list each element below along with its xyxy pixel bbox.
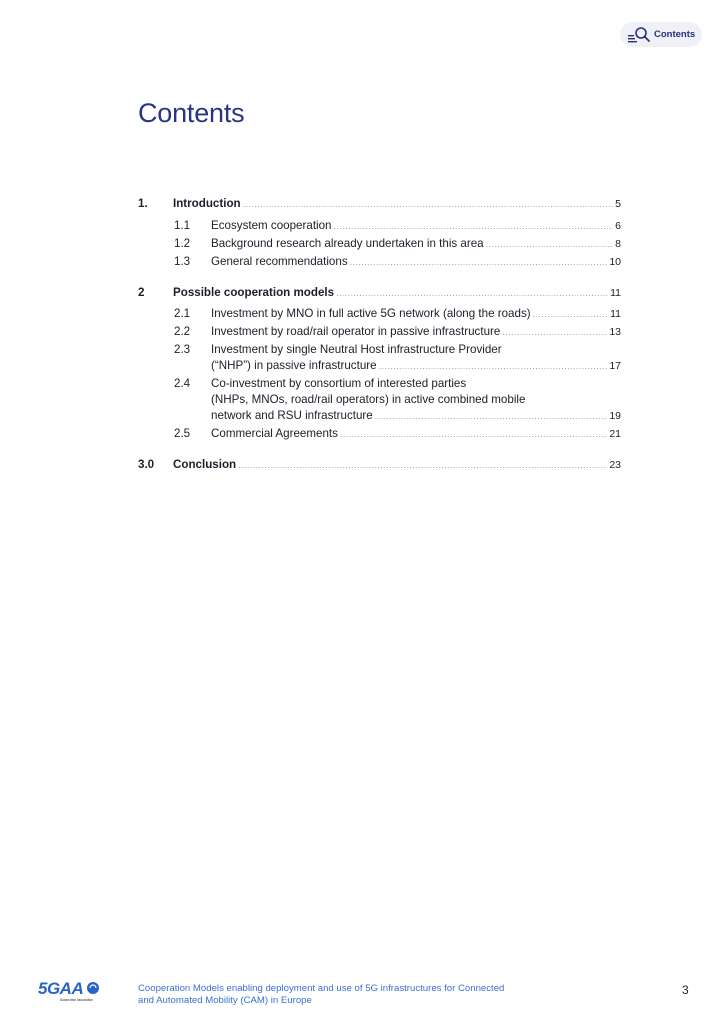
toc-entry-3[interactable] (138, 457, 621, 473)
contents-nav-button[interactable] (620, 22, 702, 47)
toc-page: 21 (609, 428, 621, 440)
toc-page: 13 (609, 326, 621, 338)
toc-number: 1.1 (174, 219, 191, 232)
toc-leader (243, 196, 614, 212)
contents-button-label: Contents (654, 29, 696, 40)
toc-title: General recommendations (211, 255, 348, 268)
toc-number: 3.0 (138, 458, 155, 471)
footer-line-1: Cooperation Models enabling deployment and use of 5G infrastructures for Connected (138, 983, 505, 994)
toc-leader (379, 358, 608, 374)
page-title: Contents (138, 98, 245, 128)
toc-title: Background research already undertaken in this area (211, 237, 484, 250)
table-of-contents (138, 196, 621, 473)
toc-leader (238, 457, 607, 473)
toc-page: 11 (610, 308, 621, 320)
toc-number: 2.2 (174, 325, 191, 338)
toc-title: Investment by MNO in full active 5G network (along the roads) (211, 307, 531, 320)
toc-page: 23 (609, 459, 621, 471)
toc-leader (350, 254, 608, 270)
toc-leader (533, 306, 608, 322)
footer-document-title (138, 983, 504, 1007)
toc-number: 1.3 (174, 255, 191, 268)
toc-page: 6 (615, 220, 621, 232)
toc-leader (375, 408, 608, 424)
toc-leader (340, 426, 607, 442)
toc-entry-2-5[interactable] (138, 426, 621, 442)
footer-line-2: and Automated Mobility (CAM) in Europe (138, 995, 312, 1006)
5gaa-logo (38, 979, 102, 1003)
toc-title: Investment by road/rail operator in passive infrastructure (211, 325, 501, 338)
toc-number: 2.3 (174, 343, 191, 356)
contents-search-icon (628, 26, 652, 43)
toc-number: 1. (138, 197, 148, 210)
toc-title-line: (“NHP”) in passive infrastructure (211, 359, 377, 372)
logo-text: 5GAA (38, 979, 84, 998)
toc-page: 10 (609, 256, 621, 268)
toc-leader (486, 236, 614, 252)
toc-page: 17 (609, 360, 621, 372)
toc-leader (336, 285, 608, 301)
page-number: 3 (682, 983, 689, 997)
toc-page: 8 (615, 238, 621, 250)
toc-entry-2[interactable] (138, 285, 621, 301)
toc-page: 11 (610, 287, 621, 299)
toc-title-line: (NHPs, MNOs, road/rail operators) in active combined mobile (211, 393, 526, 406)
toc-title: Ecosystem cooperation (211, 219, 332, 232)
toc-entry-2-3[interactable] (138, 342, 621, 374)
toc-leader (334, 218, 614, 234)
toc-title: Commercial Agreements (211, 427, 338, 440)
toc-title-line: network and RSU infrastructure (211, 409, 373, 422)
toc-number: 2.5 (174, 427, 191, 440)
toc-entry-1-1[interactable] (138, 218, 621, 234)
toc-page: 19 (609, 410, 621, 422)
toc-number: 2.1 (174, 307, 191, 320)
toc-number: 2.4 (174, 377, 191, 390)
toc-entry-1-3[interactable] (138, 254, 621, 270)
toc-entry-1[interactable] (138, 196, 621, 212)
toc-number: 2 (138, 286, 145, 299)
toc-title: Introduction (173, 197, 241, 210)
toc-title: Conclusion (173, 458, 237, 471)
logo-subtext: Automotive Association (60, 998, 93, 1002)
toc-number: 1.2 (174, 237, 191, 250)
toc-title-line: Co-investment by consortium of interested parties (211, 377, 467, 390)
toc-entry-2-1[interactable] (138, 306, 621, 322)
toc-page: 5 (615, 198, 621, 210)
toc-entry-2-4[interactable] (138, 376, 621, 424)
toc-entry-1-2[interactable] (138, 236, 621, 252)
toc-title-line: Investment by single Neutral Host infrastructure Provider (211, 343, 502, 356)
toc-leader (502, 324, 607, 340)
toc-entry-2-2[interactable] (138, 324, 621, 340)
toc-title: Possible cooperation models (173, 286, 335, 299)
